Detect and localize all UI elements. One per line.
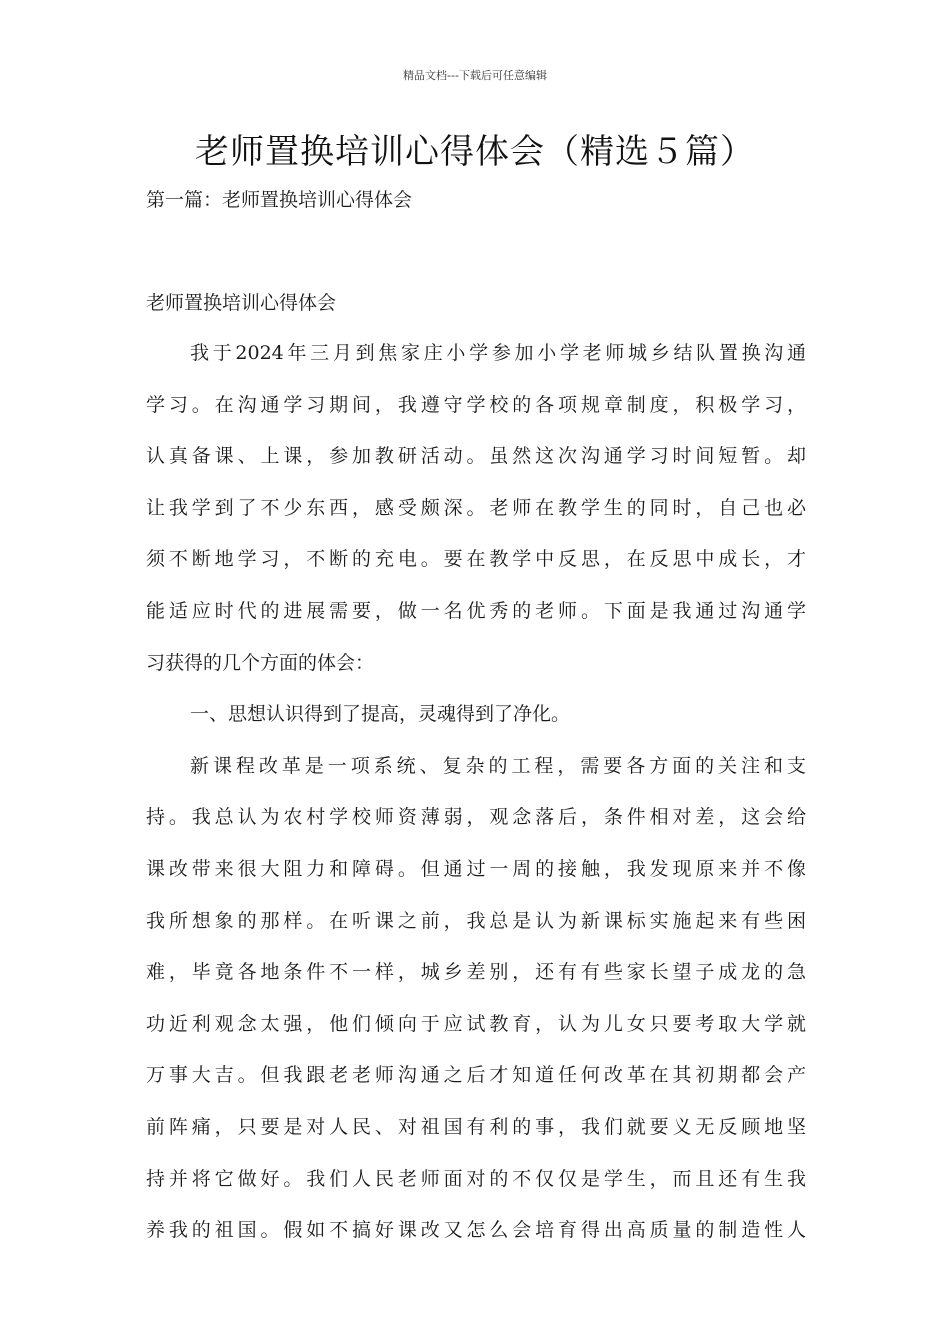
paragraph-line: 前阵痛，只要是对人民、对祖国有利的事，我们就要义无反顾地坚 — [146, 1115, 806, 1138]
document-title: 老师置换培训心得体会（精选５篇） — [195, 132, 755, 172]
page-header: 精品文档---下载后可任意编辑 — [403, 69, 547, 82]
paragraph-line: 学习。在沟通学习期间，我遵守学校的各项规章制度，积极学习， — [146, 393, 806, 416]
paragraph-line: 习获得的几个方面的体会： — [146, 651, 375, 674]
paragraph-line: 须不断地学习，不断的充电。要在教学中反思，在反思中成长，才 — [146, 548, 806, 571]
section-heading: 老师置换培训心得体会 — [146, 292, 337, 314]
paragraph-line: 我所想象的那样。在听课之前，我总是认为新课标实施起来有些困 — [146, 909, 806, 932]
paragraph-line: 一、思想认识得到了提高，灵魂得到了净化。 — [190, 703, 571, 726]
paragraph-line: 持。我总认为农村学校师资薄弱，观念落后，条件相对差，这会给 — [146, 806, 806, 829]
body-text — [146, 335, 806, 1264]
paragraph-line: 万事大吉。但我跟老老师沟通之后才知道任何改革在其初期都会产 — [146, 1064, 806, 1087]
paragraph-line: 功近利观念太强，他们倾向于应试教育，认为儿女只要考取大学就 — [146, 1012, 806, 1035]
paragraph-line: 我于2024年三月到焦家庄小学参加小学老师城乡结队置换沟通 — [190, 342, 806, 364]
chapter-heading: 第一篇：老师置换培训心得体会 — [146, 189, 413, 211]
paragraph-line: 课改带来很大阻力和障碍。但通过一周的接触，我发现原来并不像 — [146, 857, 806, 880]
paragraph-line: 认真备课、上课，参加教研活动。虽然这次沟通学习时间短暂。却 — [146, 445, 806, 468]
paragraph-line: 新课程改革是一项系统、复杂的工程，需要各方面的关注和支 — [190, 754, 806, 777]
paragraph-line: 能适应时代的进展需要，做一名优秀的老师。下面是我通过沟通学 — [146, 599, 806, 622]
paragraph-line: 持并将它做好。我们人民老师面对的不仅仅是学生，而且还有生我 — [146, 1167, 806, 1190]
paragraph-line: 让我学到了不少东西，感受颇深。老师在教学生的同时，自己也必 — [146, 496, 806, 519]
paragraph-line: 难，毕竟各地条件不一样，城乡差别，还有有些家长望子成龙的急 — [146, 961, 806, 984]
paragraph-line: 养我的祖国。假如不搞好课改又怎么会培育得出高质量的制造性人 — [146, 1219, 806, 1242]
